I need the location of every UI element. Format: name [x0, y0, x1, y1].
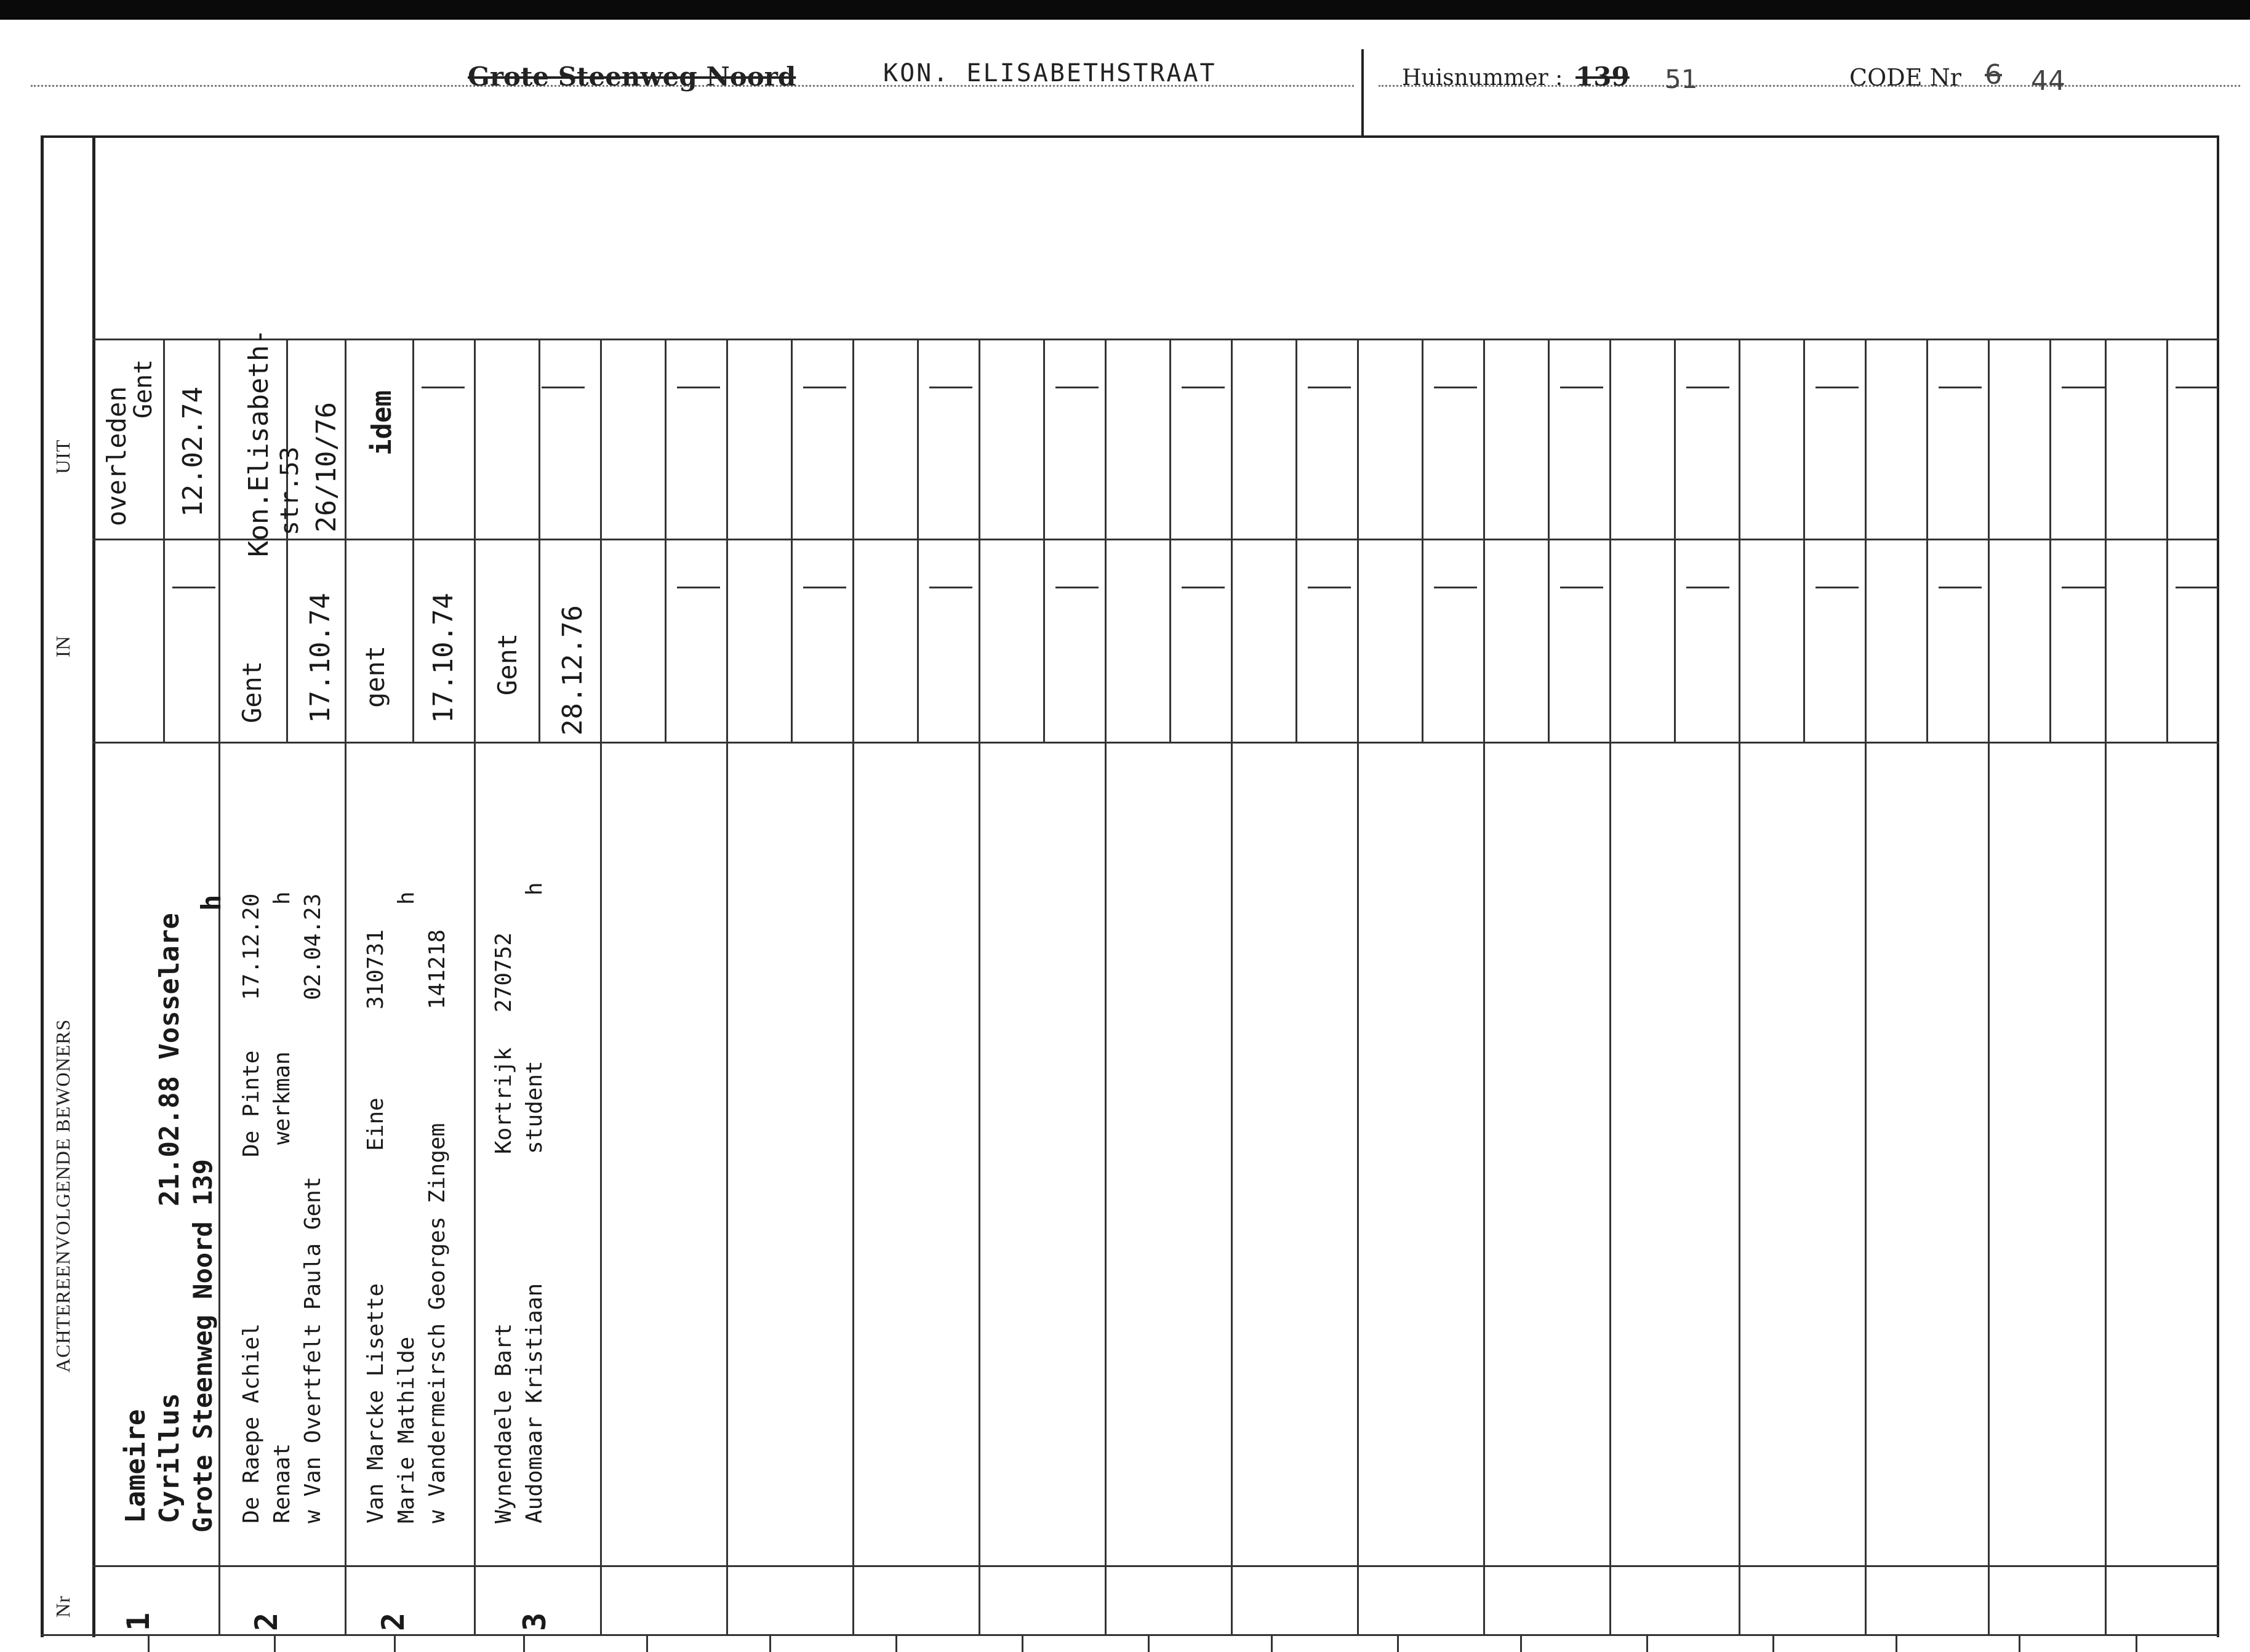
- column-line: [1988, 339, 1990, 1636]
- record2-firstname: Renaat: [270, 1443, 295, 1523]
- record1-address: Grote Steenweg Noord 139: [188, 1159, 218, 1533]
- record1-surname: Lameire: [120, 1409, 151, 1523]
- record1-uit-place: overleden: [102, 386, 132, 526]
- bottom-tick: [1772, 1636, 1774, 1652]
- empty-dash: [677, 587, 720, 588]
- record1-uit-place2: Gent: [129, 359, 158, 419]
- sub-column-line: [286, 339, 288, 742]
- empty-dash: [803, 587, 846, 588]
- record4-in-date: 28.12.76: [557, 605, 588, 736]
- column-line: [979, 339, 980, 1636]
- header-separator: [1361, 49, 1364, 135]
- record1-nr: 1: [121, 1612, 156, 1631]
- empty-dash: [677, 387, 720, 388]
- empty-dash: [1055, 587, 1099, 588]
- empty-dash: [1686, 587, 1729, 588]
- column-line: [1105, 339, 1107, 1636]
- bottom-tick: [148, 1636, 150, 1652]
- record1-firstname: Cyrillus: [154, 1393, 185, 1523]
- huisnummer-label: Huisnummer :: [1402, 65, 1563, 90]
- empty-dash: [929, 587, 972, 588]
- record3-in-date: 17.10.74: [428, 593, 459, 723]
- record3-firstname: Marie Mathilde: [394, 1336, 419, 1523]
- column-line: [474, 339, 476, 1636]
- bottom-tick: [523, 1636, 525, 1652]
- record1-uit-date: 12.02.74: [177, 387, 209, 517]
- empty-dash: [1939, 387, 1982, 388]
- row-divider-bewoners: [92, 742, 2219, 744]
- sub-column-line: [665, 339, 667, 742]
- empty-dash: [1816, 387, 1859, 388]
- record1-birth: 21.02.88 Vosselare: [154, 913, 185, 1206]
- empty-dash: [1308, 387, 1351, 388]
- column-line: [1357, 339, 1359, 1636]
- bottom-tick: [1646, 1636, 1648, 1652]
- top-scan-edge: [0, 0, 2250, 20]
- record3-birthplace: Eine: [363, 1097, 388, 1151]
- empty-dash: [1686, 387, 1729, 388]
- sub-column-line: [1674, 339, 1676, 742]
- empty-dash: [542, 387, 585, 388]
- empty-dash: [2176, 387, 2219, 388]
- empty-dash: [1182, 387, 1225, 388]
- empty-dash: [1182, 587, 1225, 588]
- record4-surname: Wynendaele Bart: [491, 1323, 516, 1523]
- record2-spouse: w Van Overtfelt Paula Gent: [300, 1176, 326, 1523]
- record4-birthplace: Kortrijk: [491, 1047, 516, 1154]
- record2-uit-place: Kon.Elisabeth-: [243, 329, 274, 557]
- empty-dash: [1434, 387, 1477, 388]
- row-label-nr: Nr: [52, 1595, 74, 1618]
- sub-column-line: [538, 339, 540, 742]
- bottom-tick: [2136, 1636, 2137, 1652]
- record2-in-date: 17.10.74: [305, 593, 336, 723]
- sub-column-line: [1548, 339, 1550, 742]
- record4-in-place: Gent: [492, 633, 522, 696]
- sub-column-line: [1926, 339, 1928, 742]
- code-new: 44: [2031, 65, 2065, 97]
- record2-sex: h: [270, 891, 295, 905]
- record2-uit-place2: str.53: [276, 446, 304, 535]
- column-line: [600, 339, 602, 1636]
- huisnummer-new: 51: [1665, 64, 1698, 94]
- sub-column-line: [163, 339, 165, 742]
- bottom-tick: [394, 1636, 396, 1652]
- bottom-tick: [895, 1636, 897, 1652]
- record3-surname: Van Marcke Lisette: [363, 1283, 388, 1523]
- bottom-tick: [646, 1636, 648, 1652]
- record3-spouse: w Vandermeirsch Georges Zingem: [425, 1123, 450, 1523]
- row-label-in: IN: [52, 635, 74, 657]
- bottom-tick: [1896, 1636, 1897, 1652]
- record4-firstname: Audomaar Kristiaan: [522, 1283, 547, 1523]
- street-name-new: KON. ELISABETHSTRAAT: [883, 59, 1217, 87]
- empty-dash: [422, 387, 465, 388]
- sub-column-line: [1169, 339, 1171, 742]
- sub-column-line: [2166, 339, 2168, 742]
- bottom-tick: [1022, 1636, 1023, 1652]
- empty-dash: [1560, 587, 1603, 588]
- row-label-bewoners: ACHTEREENVOLGENDE BEWONERS: [52, 1019, 74, 1373]
- record2-uit-date: 26/10/76: [311, 402, 342, 532]
- bottom-tick: [1148, 1636, 1150, 1652]
- record4-sex: h: [522, 882, 547, 896]
- record2-birth: 17.12.20: [239, 893, 264, 1000]
- record2-birthplace: De Pinte: [239, 1050, 264, 1157]
- huisnummer-old: 139: [1575, 62, 1630, 92]
- sub-column-line: [1043, 339, 1045, 742]
- bottom-tick: [1397, 1636, 1399, 1652]
- column-line: [345, 339, 346, 1636]
- record4-occupation: student: [522, 1061, 547, 1154]
- column-line: [852, 339, 854, 1636]
- row-divider-uit: [92, 339, 2219, 340]
- column-line: [1865, 339, 1867, 1636]
- empty-dash: [1816, 587, 1859, 588]
- empty-dash: [2062, 387, 2105, 388]
- code-old: 6: [1985, 59, 2002, 90]
- empty-dash: [2062, 587, 2105, 588]
- record3-in-place: gent: [360, 645, 390, 708]
- record3-nr: 2: [375, 1612, 411, 1631]
- column-line: [218, 339, 220, 1636]
- sub-column-line: [791, 339, 793, 742]
- sub-column-line: [1422, 339, 1423, 742]
- record1-sex: h: [196, 894, 227, 911]
- bottom-tick: [274, 1636, 276, 1652]
- code-label: CODE Nr: [1849, 64, 1961, 91]
- empty-dash: [1560, 387, 1603, 388]
- street-name-old: Grote Steenweg Noord: [468, 62, 796, 92]
- bottom-tick: [769, 1636, 771, 1652]
- record4-birth: 270752: [491, 932, 516, 1012]
- row-divider-nr: [92, 1565, 2219, 1567]
- label-column-divider: [92, 135, 95, 1637]
- empty-dash: [803, 387, 846, 388]
- sub-column-line: [917, 339, 919, 742]
- record3-uit-place: idem: [366, 390, 398, 455]
- sub-column-line: [412, 339, 414, 742]
- column-line: [1739, 339, 1740, 1636]
- bottom-tick: [2019, 1636, 2020, 1652]
- sub-column-line: [2049, 339, 2051, 742]
- empty-dash: [172, 587, 215, 588]
- empty-dash: [929, 387, 972, 388]
- empty-dash: [1434, 587, 1477, 588]
- record4-nr: 3: [517, 1612, 553, 1631]
- column-line: [2105, 339, 2107, 1636]
- bottom-tick: [1271, 1636, 1273, 1652]
- sub-column-line: [1803, 339, 1805, 742]
- empty-dash: [2176, 587, 2219, 588]
- empty-dash: [1055, 387, 1099, 388]
- column-line: [726, 339, 728, 1636]
- record3-sex: h: [394, 891, 419, 905]
- row-divider-in: [92, 539, 2219, 540]
- record2-in-place: Gent: [237, 660, 267, 723]
- empty-dash: [1308, 587, 1351, 588]
- column-line: [1609, 339, 1611, 1636]
- record2-occupation: werkman: [270, 1051, 295, 1145]
- bottom-tick: [1520, 1636, 1522, 1652]
- record3-birth2: 141218: [425, 929, 450, 1009]
- record2-nr: 2: [249, 1612, 284, 1631]
- empty-dash: [1939, 587, 1982, 588]
- row-label-uit: UIT: [52, 439, 74, 474]
- column-line: [1483, 339, 1485, 1636]
- record2-surname: De Raepe Achiel: [239, 1323, 264, 1523]
- record2-birth2: 02.04.23: [300, 893, 326, 1000]
- column-line: [1231, 339, 1233, 1636]
- record3-birth: 310731: [363, 929, 388, 1009]
- sub-column-line: [1295, 339, 1297, 742]
- table-bottom-line: [41, 1634, 2219, 1636]
